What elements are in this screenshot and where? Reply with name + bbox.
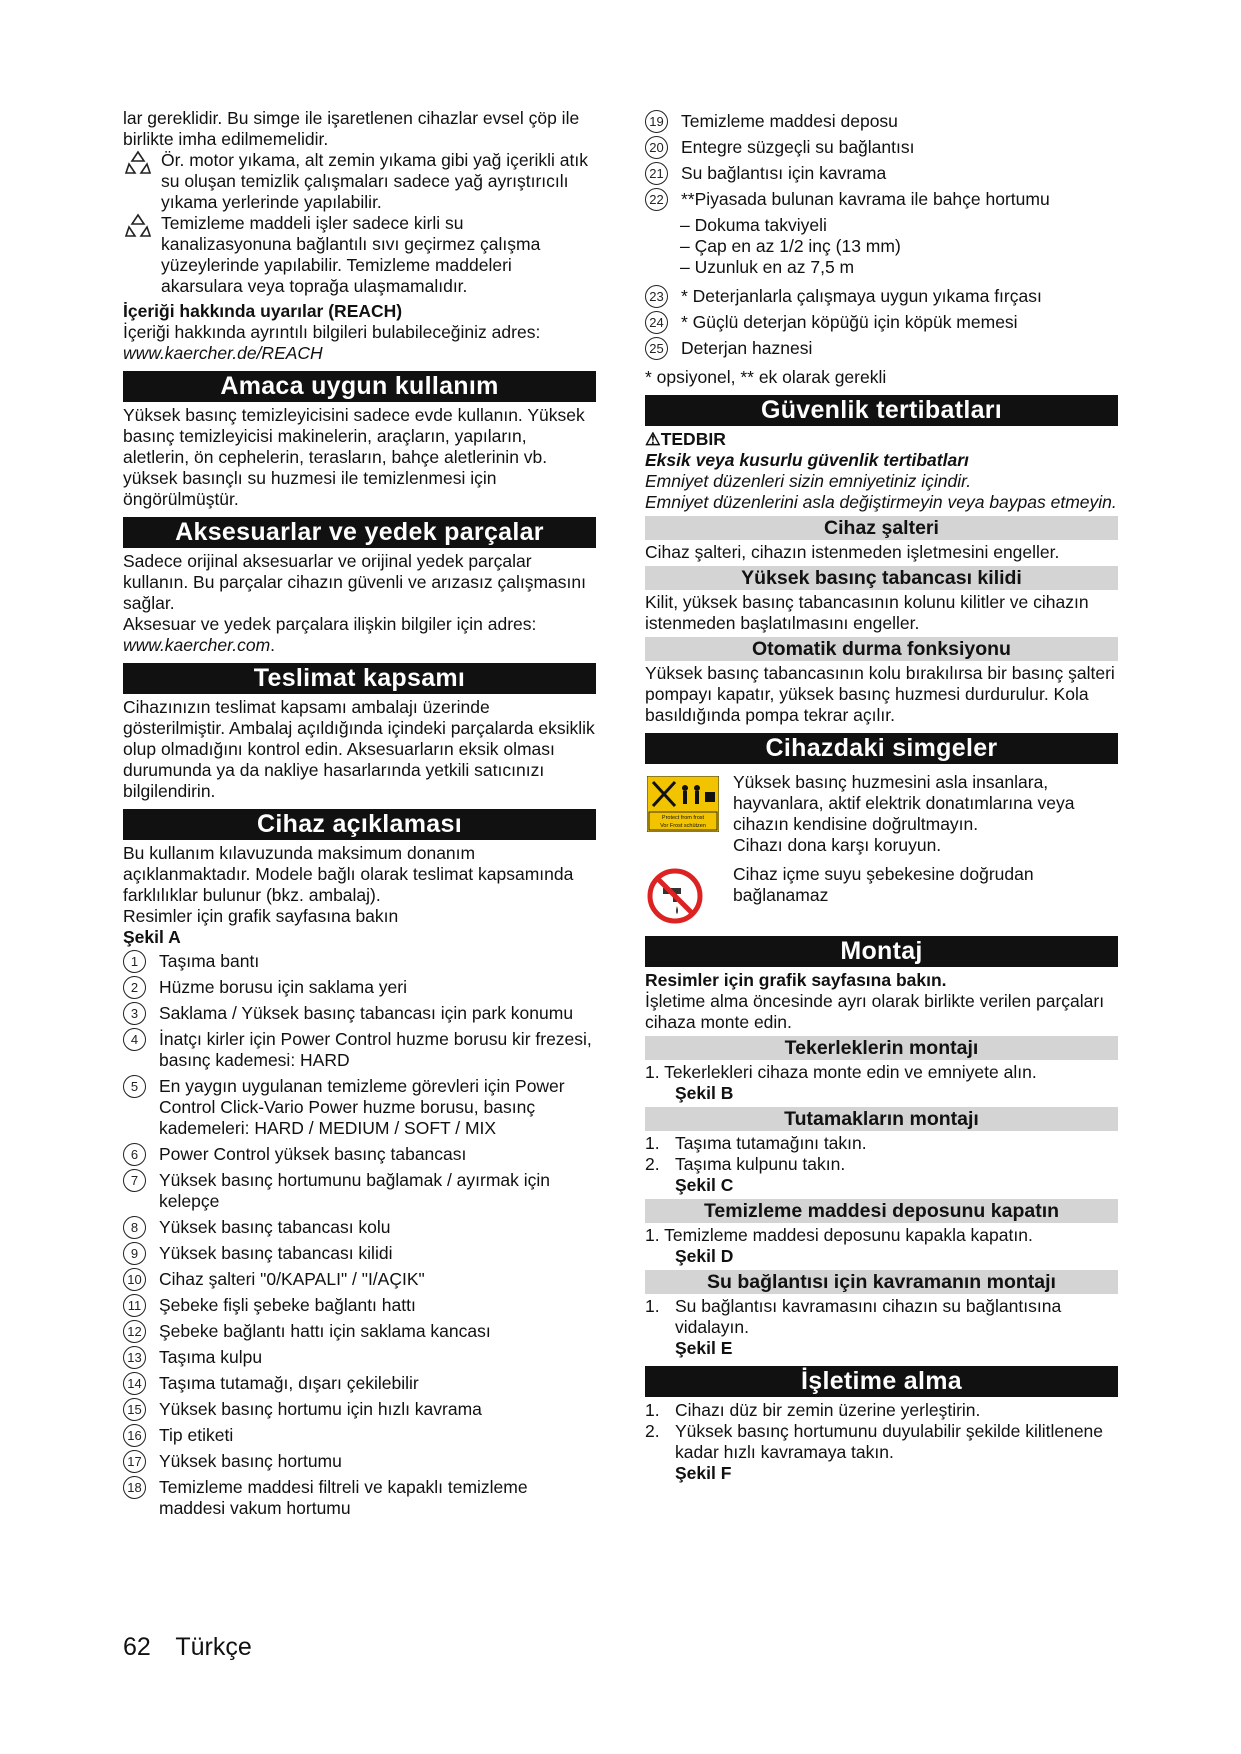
item-text: Taşıma tutamağı, dışarı çekilebilir (159, 1373, 419, 1393)
list-item (123, 1144, 596, 1165)
item-text: Saklama / Yüksek basınç tabancası için park konumu (159, 1003, 574, 1023)
list-item (645, 312, 1118, 333)
item-text: Tip etiketi (159, 1425, 234, 1445)
subheading-water-coupling: Su bağlantısı için kavramanın montajı (645, 1270, 1118, 1294)
symbol-row-1 (645, 772, 1118, 856)
autostop-text: Yüksek basınç tabancasının kolu bırakılırsa bir basınç şalteri pompayı kapatır, yüksek basınç huzmesi durdurulur. Kola basıldığında pompa tekrar açılır. (645, 663, 1115, 725)
wheels-step: 1. Tekerlekleri cihaza monte edin ve emniyete alın. (645, 1062, 1037, 1082)
parts-list-right-2 (645, 286, 1118, 359)
item-number: 14 (123, 1372, 146, 1395)
subheading-autostop: Otomatik durma fonksiyonu (645, 637, 1118, 661)
list-item (123, 1321, 596, 1342)
list-item (645, 163, 1118, 184)
list-item (123, 1451, 596, 1472)
left-column (123, 108, 596, 1524)
parts-list-right (645, 111, 1118, 210)
subheading-handles: Tutamakların montajı (645, 1107, 1118, 1131)
spec-line: – Uzunluk en az 7,5 m (680, 257, 855, 277)
item-text: Yüksek basınç hortumu için hızlı kavrama (159, 1399, 482, 1419)
caution-text-1: Emniyet düzenleri sizin emniyetiniz içindir. (645, 471, 972, 491)
footnote: * opsiyonel, ** ek olarak gerekli (645, 367, 887, 387)
hose-specs (645, 215, 1118, 278)
item-number: 19 (645, 110, 668, 133)
description-ref: Resimler için grafik sayfasına bakın (123, 906, 399, 926)
recycling-icon (123, 149, 153, 179)
list-item (123, 1477, 596, 1519)
item-text: İnatçı kirler için Power Control huzme borusu kir frezesi, basınç kademesi: HARD (159, 1029, 592, 1070)
item-number: 23 (645, 285, 668, 308)
switch-text: Cihaz şalteri, cihazın istenmeden işletmesini engeller. (645, 542, 1060, 562)
item-text: Entegre süzgeçli su bağlantısı (681, 137, 915, 157)
step-item (645, 1133, 1118, 1154)
list-item (123, 1295, 596, 1316)
list-item (123, 1003, 596, 1024)
item-number: 10 (123, 1268, 146, 1291)
step-item (645, 1154, 1118, 1175)
figure-f-label: Şekil F (675, 1463, 732, 1483)
list-item (645, 286, 1118, 307)
list-item (123, 1347, 596, 1368)
oil-note: Ör. motor yıkama, alt zemin yıkama gibi yağ içerikli atık su oluşan temizlik çalışmaları sadece yağ ayrıştırıcılı yıkama yerlerinde yapılabilir. (123, 150, 596, 213)
section-heading-assembly: Montaj (645, 936, 1118, 967)
reach-heading: İçeriği hakkında uyarılar (REACH) (123, 301, 403, 321)
figure-a-label: Şekil A (123, 927, 181, 947)
warning-jet-symbol-icon (647, 776, 719, 832)
list-item (123, 1243, 596, 1264)
parts-list-left (123, 951, 596, 1519)
item-number: 13 (123, 1346, 146, 1369)
tank-step: 1. Temizleme maddesi deposunu kapakla kapatın. (645, 1225, 1033, 1245)
item-number: 6 (123, 1143, 146, 1166)
item-text: Taşıma kulpu (159, 1347, 263, 1367)
list-item (123, 1076, 596, 1139)
figure-e-label: Şekil E (675, 1338, 733, 1358)
item-text: Şebeke fişli şebeke bağlantı hattı (159, 1295, 416, 1315)
coupling-step: 1. Su bağlantısı kavramasını cihazın su bağlantısına vidalayın. (645, 1296, 1062, 1337)
item-text: Power Control yüksek basınç tabancası (159, 1144, 467, 1164)
spec-line: – Dokuma takviyeli (680, 215, 827, 235)
list-item (123, 1170, 596, 1212)
step-number: 2. (645, 1154, 660, 1174)
assembly-ref: Resimler için grafik sayfasına bakın. (645, 970, 947, 990)
section-heading-description: Cihaz açıklaması (123, 809, 596, 840)
item-text: Deterjan haznesi (681, 338, 813, 358)
item-number: 25 (645, 337, 668, 360)
item-number: 11 (123, 1294, 146, 1317)
item-text: * Deterjanlarla çalışmaya uygun yıkama fırçası (681, 286, 1042, 306)
list-item (123, 1269, 596, 1290)
section-heading-safety: Güvenlik tertibatları (645, 395, 1118, 426)
delivery-text: Cihazınızın teslimat kapsamı ambalajı üzerinde gösterilmiştir. Ambalaj açıldığında içindeki parçalarda eksiklik olup olmadığını kontrol edin. Aksesuarların eksik olması durumunda ya da nakliye hasarlarında yetkili satıcınızı bilgilendirin. (123, 697, 595, 801)
section-heading-accessories: Aksesuarlar ve yedek parçalar (123, 517, 596, 548)
list-item (645, 338, 1118, 359)
item-number: 24 (645, 311, 668, 334)
figure-c-label: Şekil C (675, 1175, 734, 1195)
list-item (123, 1373, 596, 1394)
step-number: 2. (645, 1421, 660, 1441)
item-text: Hüzme borusu için saklama yeri (159, 977, 408, 997)
item-number: 7 (123, 1169, 146, 1192)
list-item (123, 1425, 596, 1446)
item-number: 8 (123, 1216, 146, 1239)
item-text: Yüksek basınç tabancası kilidi (159, 1243, 393, 1263)
subheading-gun-lock: Yüksek basınç tabancası kilidi (645, 566, 1118, 590)
item-text: Cihaz şalteri "0/KAPALI" / "I/AÇIK" (159, 1269, 425, 1289)
description-text: Bu kullanım kılavuzunda maksimum donanım açıklanmaktadır. Modele bağlı olarak teslimat kapsamında farklılıklar bulunur (bkz. ambalaj). (123, 843, 574, 905)
symbol-2-text: Cihaz içme suyu şebekesine doğrudan bağlanamaz (733, 864, 1034, 905)
figure-b-label: Şekil B (675, 1083, 734, 1103)
step-number: 1. (645, 1400, 660, 1420)
item-number: 3 (123, 1002, 146, 1025)
item-text: Şebeke bağlantı hattı için saklama kancası (159, 1321, 491, 1341)
accessories-url-end: . (270, 635, 276, 655)
recycling-icon (123, 212, 153, 242)
step-text: Yüksek basınç hortumunu duyulabilir şekilde kilitlenene kadar hızlı kavramaya takın. (675, 1421, 1104, 1462)
list-item (123, 1399, 596, 1420)
item-number: 18 (123, 1476, 146, 1499)
right-column (645, 108, 1118, 1484)
subheading-wheels: Tekerleklerin montajı (645, 1036, 1118, 1060)
usage-text: Yüksek basınç temizleyicisini sadece evde kullanın. Yüksek basınç temizleyicisi makinelerin, araçların, yapıların, aletlerin, ön cephelerin, terasların, bahçe aletlerinin vb. yüksek basınçlı su huzmesi ile temizlenmesi için öngörülmüştür. (123, 405, 585, 509)
item-text: Yüksek basınç tabancası kolu (159, 1217, 391, 1237)
subheading-switch: Cihaz şalteri (645, 516, 1118, 540)
intro-text: lar gereklidir. Bu simge ile işaretlenen cihazlar evsel çöp ile birlikte imha edilmemelidir. (123, 108, 580, 149)
reach-url[interactable]: www.kaercher.de/REACH (123, 343, 323, 363)
accessories-text: Sadece orijinal aksesuarlar ve orijinal yedek parçalar kullanın. Bu parçalar cihazın güvenli ve arızasız çalışmasını sağlar. (123, 551, 586, 613)
gun-lock-text: Kilit, yüksek basınç tabancasının kolunu kilitler ve cihazın istenmeden başlatılmasını engeller. (645, 592, 1089, 633)
caution-title: Eksik veya kusurlu güvenlik tertibatları (645, 450, 969, 470)
item-number: 15 (123, 1398, 146, 1421)
item-text: Temizleme maddesi filtreli ve kapaklı temizleme maddesi vakum hortumu (159, 1477, 528, 1518)
list-item (645, 111, 1118, 132)
list-item (123, 1217, 596, 1238)
caution-text-2: Emniyet düzenlerini asla değiştirmeyin veya baypas etmeyin. (645, 492, 1117, 512)
step-item (645, 1421, 1118, 1463)
item-number: 16 (123, 1424, 146, 1447)
subheading-detergent-tank: Temizleme maddesi deposunu kapatın (645, 1199, 1118, 1223)
section-heading-symbols: Cihazdaki simgeler (645, 733, 1118, 764)
accessories-url[interactable]: www.kaercher.com (123, 635, 271, 655)
symbol-1-frost-text: Cihazı dona karşı koruyun. (733, 835, 942, 855)
section-heading-delivery: Teslimat kapsamı (123, 663, 596, 694)
accessories-link-text: Aksesuar ve yedek parçalara ilişkin bilgiler için adres: (123, 614, 537, 634)
spec-line: – Çap en az 1/2 inç (13 mm) (680, 236, 901, 256)
item-text: Yüksek basınç hortumu (159, 1451, 342, 1471)
step-text: Taşıma kulpunu takın. (675, 1154, 846, 1174)
svg-text:Protect from frost: Protect from frost (661, 815, 705, 821)
assembly-text: İşletime alma öncesinde ayrı olarak birlikte verilen parçaları cihaza monte edin. (645, 991, 1105, 1032)
item-text: * Güçlü deterjan köpüğü için köpük memesi (681, 312, 1018, 332)
caution-label: ⚠TEDBIR (645, 429, 726, 449)
list-item (123, 977, 596, 998)
item-number: 4 (123, 1028, 146, 1051)
item-number: 1 (123, 950, 146, 973)
item-number: 17 (123, 1450, 146, 1473)
step-number: 1. (645, 1133, 660, 1153)
item-text: **Piyasada bulunan kavrama ile bahçe hortumu (681, 189, 1050, 209)
item-text: Yüksek basınç hortumunu bağlamak / ayırmak için kelepçe (159, 1170, 551, 1211)
startup-steps (645, 1400, 1118, 1463)
item-number: 5 (123, 1075, 146, 1098)
item-text: Temizleme maddesi deposu (681, 111, 898, 131)
item-number: 12 (123, 1320, 146, 1343)
list-item (645, 189, 1118, 210)
item-number: 22 (645, 188, 668, 211)
detergent-note: Temizleme maddeli işler sadece kirli su kanalizasyonuna bağlantılı sıvı geçirmez çalışma yüzeylerinde yapılabilir. Temizleme maddeleri akarsulara veya toprağa ulaşmamalıdır. (123, 213, 596, 297)
symbol-1-text: Yüksek basınç huzmesini asla insanlara, hayvanlara, aktif elektrik donatımlarına veya cihazın kendisine doğrultmayın. (733, 772, 1075, 834)
svg-text:Vor Frost schützen: Vor Frost schützen (660, 823, 706, 829)
figure-d-label: Şekil D (675, 1246, 734, 1266)
page-number: 62 (123, 1633, 151, 1661)
item-text: En yaygın uygulanan temizleme görevleri için Power Control Click-Vario Power huzme borusu, basınç kademeleri: HARD / MEDIUM / SOFT / MIX (159, 1076, 565, 1138)
item-number: 20 (645, 136, 668, 159)
footer-language: Türkçe (175, 1633, 252, 1661)
handles-steps (645, 1133, 1118, 1175)
page-footer (123, 1633, 270, 1662)
step-text: Taşıma tutamağını takın. (675, 1133, 867, 1153)
item-number: 9 (123, 1242, 146, 1265)
section-heading-usage: Amaca uygun kullanım (123, 371, 596, 402)
symbol-row-2 (645, 864, 1118, 924)
item-text: Taşıma bantı (159, 951, 260, 971)
item-number: 2 (123, 976, 146, 999)
list-item (645, 137, 1118, 158)
no-drinking-water-icon (647, 868, 703, 924)
step-text: Cihazı düz bir zemin üzerine yerleştirin. (675, 1400, 981, 1420)
item-text: Su bağlantısı için kavrama (681, 163, 887, 183)
list-item (123, 1029, 596, 1071)
list-item (123, 951, 596, 972)
step-item (645, 1400, 1118, 1421)
reach-text: İçeriği hakkında ayrıntılı bilgileri bulabileceğiniz adres: (123, 322, 541, 342)
item-number: 21 (645, 162, 668, 185)
section-heading-startup: İşletime alma (645, 1366, 1118, 1397)
